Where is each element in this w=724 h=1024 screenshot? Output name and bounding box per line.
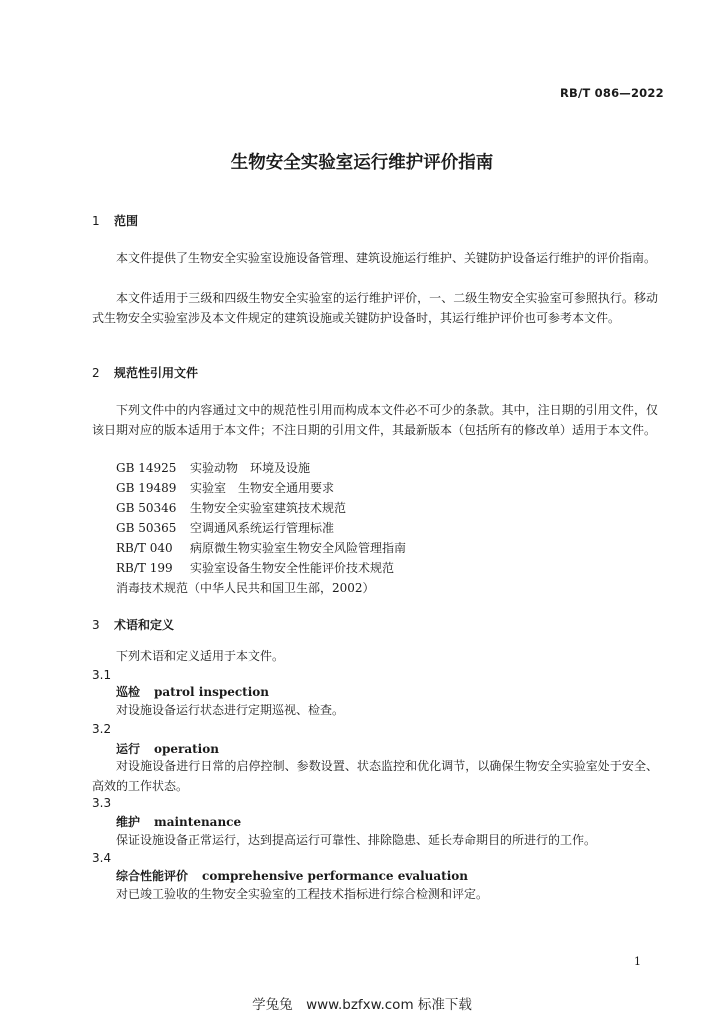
footer-watermark: 学兔兔 www.bzfxw.com 标准下载 [252, 997, 472, 1013]
term-name [116, 813, 241, 830]
term-number: 3.1 [92, 668, 112, 682]
reference-title: 病原微生物实验室生物安全风险管理指南 [190, 541, 407, 555]
reference-title: 实验室设备生物安全性能评价技术规范 [190, 561, 395, 575]
reference-code: GB 50365 [116, 521, 177, 535]
scope-paragraph-2: 本文件适用于三级和四级生物安全实验室的运行维护评价，一、二级生物安全实验室可参照执行。移动式生物安全实验室涉及本文件规定的建筑设施或关键防护设备时，其运行维护评价也可参考本文件。 [92, 291, 658, 325]
term-zh: 维护 [116, 815, 141, 829]
page-number: 1 [634, 955, 641, 968]
section-2-heading [92, 364, 198, 381]
term-en: operation [154, 742, 219, 756]
term-zh: 巡检 [116, 685, 141, 699]
reference-code: GB 14925 [116, 461, 177, 475]
reference-code: RB/T 040 [116, 541, 173, 555]
reference-code: GB 19489 [116, 481, 177, 495]
term-definition: 保证设施设备正常运行，达到提高运行可靠性、排除隐患、延长寿命期目的所进行的工作。 [116, 833, 597, 847]
reference-item [116, 558, 394, 578]
term-definition: 对设施设备进行日常的启停控制、参数设置、状态监控和优化调节，以确保生物安全实验室处于安全、高效的工作状态。 [92, 759, 658, 793]
scope-paragraph-1: 本文件提供了生物安全实验室设施设备管理、建筑设施运行维护、关键防护设备运行维护的评价指南。 [116, 251, 657, 265]
document-title: 生物安全实验室运行维护评价指南 [230, 153, 494, 173]
term-en: patrol inspection [154, 685, 269, 699]
term-name [116, 867, 468, 884]
reference-item [116, 458, 310, 478]
term-name [116, 740, 219, 757]
term-definition: 对设施设备运行状态进行定期巡视、检查。 [116, 703, 345, 717]
section-number: 1 [92, 214, 100, 228]
section-title: 规范性引用文件 [114, 366, 199, 380]
term-number: 3.3 [92, 796, 112, 810]
reference-title: 实验室 生物安全通用要求 [190, 481, 335, 495]
reference-title: 实验动物 环境及设施 [190, 461, 311, 475]
reference-item [116, 518, 334, 538]
term-number: 3.2 [92, 722, 112, 736]
term-zh: 运行 [116, 742, 141, 756]
reference-code: RB/T 199 [116, 561, 173, 575]
reference-item-extra: 消毒技术规范（中华人民共和国卫生部，2002） [116, 581, 375, 595]
reference-code: GB 50346 [116, 501, 177, 515]
section-3-heading [92, 616, 174, 633]
section-title: 范围 [114, 214, 139, 228]
term-definition: 对已竣工验收的生物安全实验室的工程技术指标进行综合检测和评定。 [116, 887, 489, 901]
standard-code: RB/T 086—2022 [560, 86, 664, 100]
reference-title: 空调通风系统运行管理标准 [190, 521, 335, 535]
term-number: 3.4 [92, 851, 112, 865]
term-name [116, 683, 269, 700]
section-number: 2 [92, 366, 100, 380]
reference-item [116, 498, 346, 518]
section-number: 3 [92, 618, 100, 632]
term-zh: 综合性能评价 [116, 869, 189, 883]
term-en: comprehensive performance evaluation [202, 869, 468, 883]
term-en: maintenance [154, 815, 242, 829]
references-intro: 下列文件中的内容通过文中的规范性引用而构成本文件必不可少的条款。其中，注日期的引用文件，仅该日期对应的版本适用于本文件；不注日期的引用文件，其最新版本（包括所有的修改单）适用于本文件。 [92, 403, 658, 437]
section-title: 术语和定义 [114, 618, 175, 632]
terms-intro: 下列术语和定义适用于本文件。 [116, 649, 285, 663]
reference-item [116, 538, 406, 558]
reference-item [116, 478, 334, 498]
reference-title: 生物安全实验室建筑技术规范 [190, 501, 347, 515]
section-1-heading [92, 212, 138, 229]
